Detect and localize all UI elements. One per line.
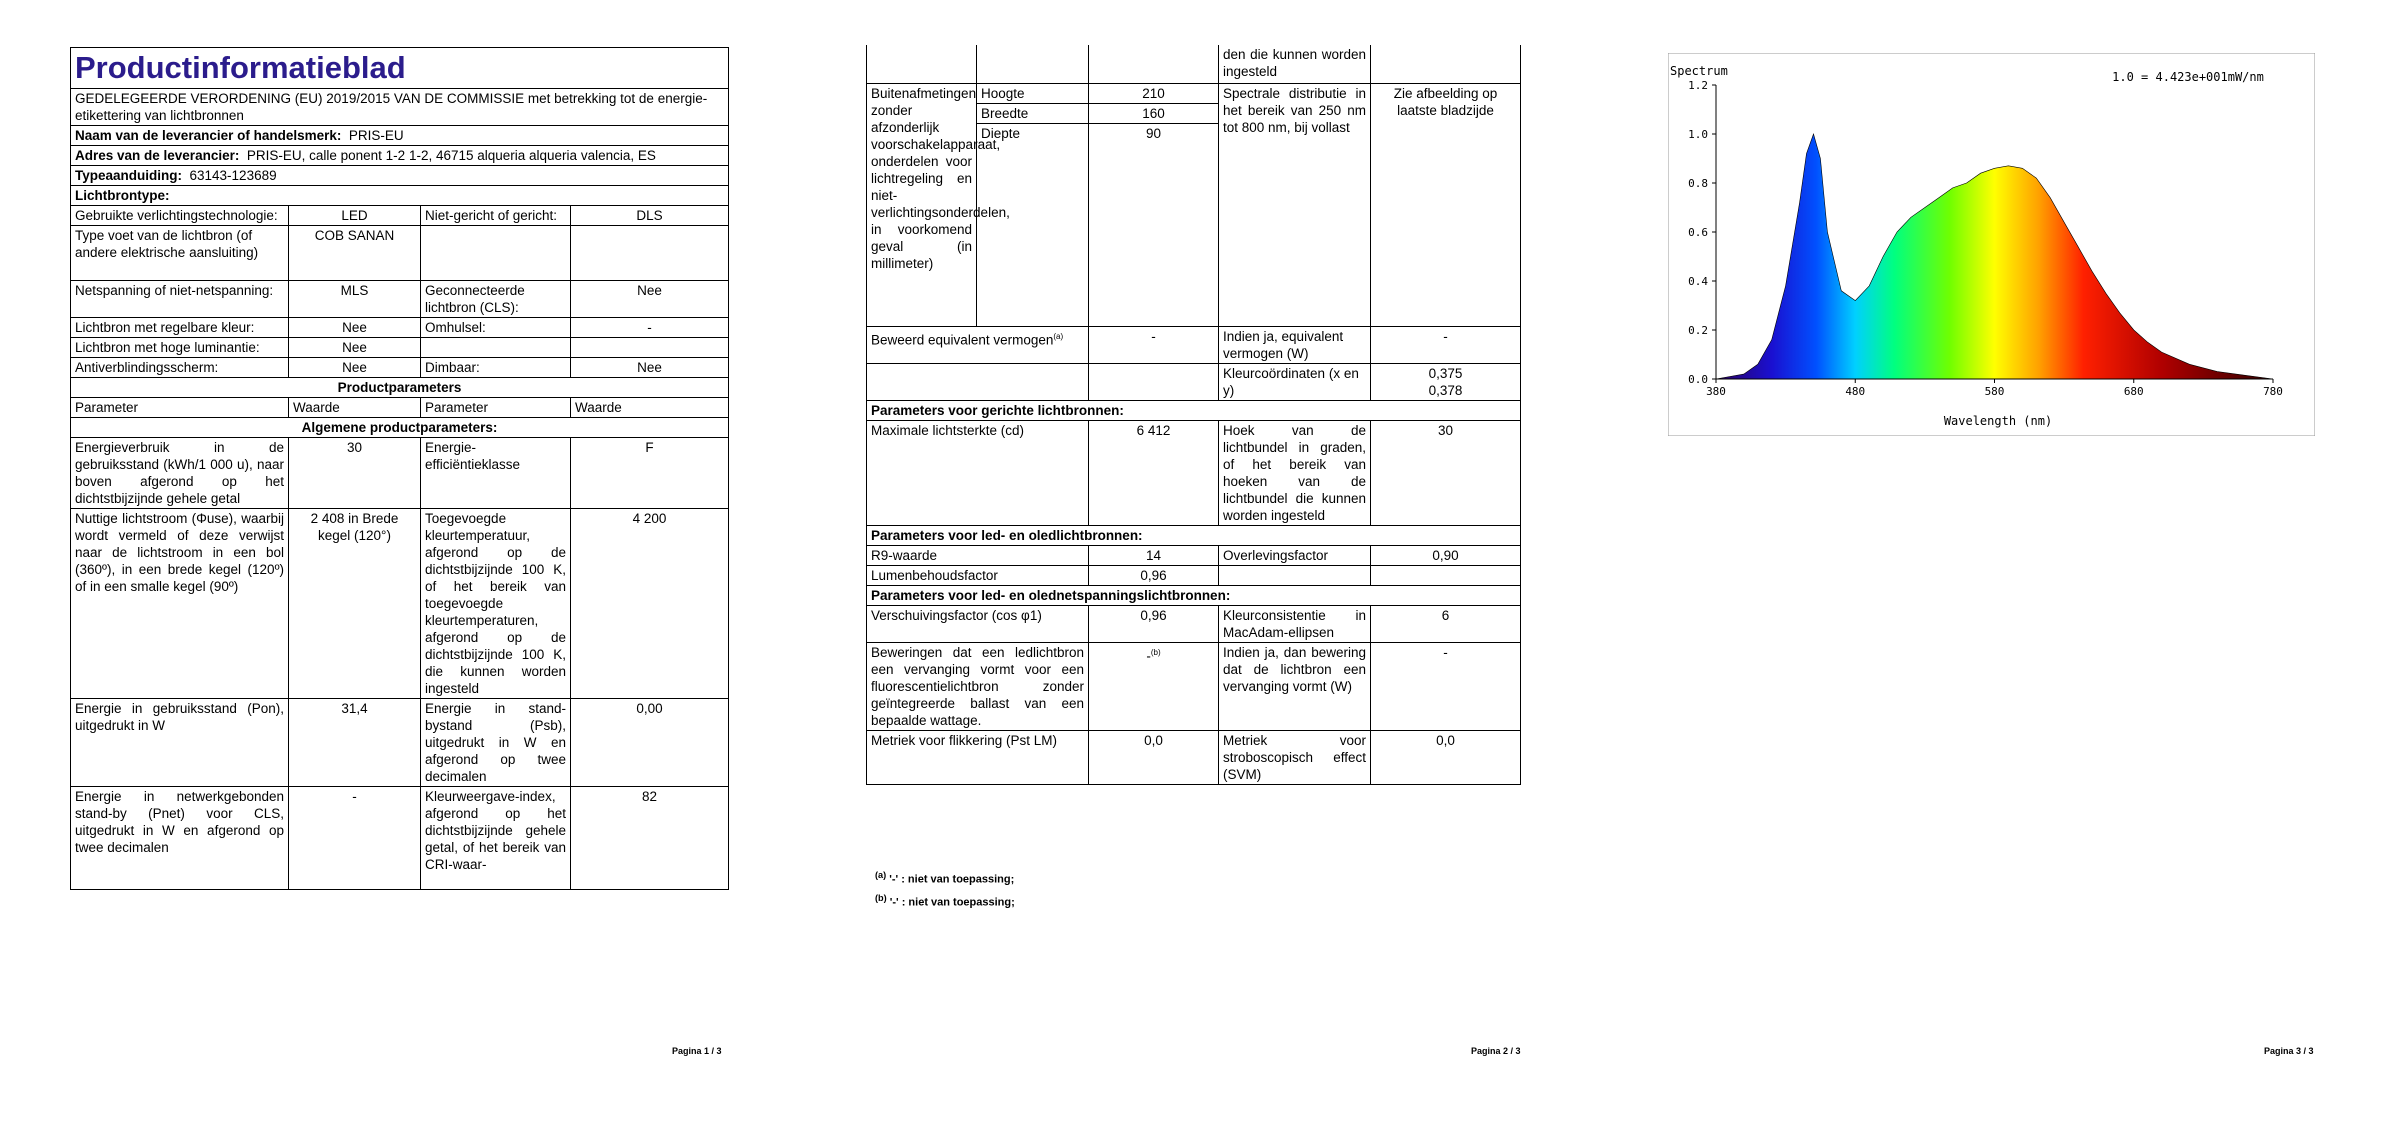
column-header-row: [71, 398, 729, 418]
claim-power-label: [867, 327, 1089, 364]
lighttype-label: Lichtbrontype:: [71, 186, 729, 206]
param-value: F: [571, 438, 729, 509]
replacement-value: -: [1371, 643, 1521, 731]
row-value: [571, 338, 729, 358]
blank-cell: [1371, 566, 1521, 586]
address-label: Adres van de leverancier:: [75, 148, 240, 163]
x-axis-label: Wavelength (nm): [1943, 414, 2053, 428]
equiv-label: Indien ja, equivalent vermogen (W): [1219, 327, 1371, 364]
footnote-mark: (a): [1053, 332, 1064, 341]
table-row: [867, 421, 1521, 526]
supplier-label: Naam van de leverancier of handelsmerk:: [75, 128, 342, 143]
shift-value: 0,96: [1089, 606, 1219, 643]
row-param: Gebruikte verlichtingstechnologie:: [71, 206, 289, 226]
table-row: [867, 643, 1521, 731]
beam-value: 30: [1371, 421, 1521, 526]
footnote-mark: (b): [1150, 648, 1161, 657]
stroboscopic-value: 0,0: [1371, 731, 1521, 785]
replacement-label: Indien ja, dan bewering dat de lichtbron een vervanging vormt (W): [1219, 643, 1371, 731]
row-value: Nee: [571, 281, 729, 318]
dim-height-label: Hoogte: [977, 84, 1089, 104]
table-row: [867, 45, 1521, 84]
row-param: Geconnecteerde lichtbron (CLS):: [421, 281, 571, 318]
row-param: Netspanning of niet-netspanning:: [71, 281, 289, 318]
mains-header: Parameters voor led- en olednetspanningslichtbronnen:: [867, 586, 1521, 606]
footnotes: [875, 866, 1015, 911]
row-param: Antiverblindingsscherm:: [71, 358, 289, 378]
blank-cell: [977, 45, 1089, 84]
chroma-x: 0,375: [1428, 366, 1463, 381]
chart-title: Spectrum: [1670, 64, 1728, 78]
product-params-header: Productparameters: [71, 378, 729, 398]
flicker-value: 0,0: [1089, 731, 1219, 785]
page-number: Pagina 1 / 3: [672, 1046, 722, 1056]
row-value: LED: [289, 206, 421, 226]
table-row: [71, 338, 729, 358]
y-tick-label: 1.2: [1688, 79, 1708, 92]
row-param: Lichtbron met regelbare kleur:: [71, 318, 289, 338]
page-1: [0, 0, 794, 1123]
footnote-b: [875, 889, 1015, 912]
y-tick-label: 0.2: [1688, 324, 1708, 337]
table-row: [867, 606, 1521, 643]
survival-value: 0,90: [1371, 546, 1521, 566]
column-header: Waarde: [289, 398, 421, 418]
equiv-value: -: [1371, 327, 1521, 364]
flicker-label: Metriek voor flikkering (Pst LM): [867, 731, 1089, 785]
row-value: MLS: [289, 281, 421, 318]
param-label: Energie in gebruiksstand (Pon), uitgedrukt in W: [71, 699, 289, 787]
blank-cell: [867, 364, 1089, 401]
chroma-y: 0,378: [1428, 383, 1463, 398]
spectral-label: Spectrale distributie in het bereik van 250 nm tot 800 nm, bij vollast: [1219, 84, 1371, 327]
row-param: Niet-gericht of gericht:: [421, 206, 571, 226]
param-value: 4 200: [571, 509, 729, 699]
table-row: [867, 731, 1521, 785]
address-value: PRIS-EU, calle ponent 1-2 1-2, 46715 alqueria alqueria valencia, ES: [246, 148, 656, 163]
lumen-label: Lumenbehoudsfactor: [867, 566, 1089, 586]
x-tick-label: 580: [1984, 385, 2005, 398]
param-value: 82: [571, 787, 729, 890]
table-row: [71, 281, 729, 318]
type-row: [71, 166, 729, 186]
y-tick-label: 0.8: [1688, 177, 1708, 190]
regulation-subtitle: GEDELEGEERDE VERORDENING (EU) 2019/2015 VAN DE COMMISSIE met betrekking tot de energie-etikettering van lichtbronnen: [71, 89, 729, 126]
macadam-value: 6: [1371, 606, 1521, 643]
x-tick-label: 680: [2123, 385, 2144, 398]
page-number: Pagina 3 / 3: [2264, 1046, 2314, 1056]
table-row: [71, 358, 729, 378]
dims-label: Buitenafmetingen zonder afzonderlijk voorschakelapparaat, onderdelen voor lichtregeling en niet-verlichtingsonderdelen, in voorkomend geval (in millimeter): [867, 84, 977, 327]
row-value: [571, 226, 729, 281]
y-tick-label: 0.6: [1688, 226, 1708, 239]
table-row: [71, 699, 729, 787]
param-label: Energie-efficiëntieklasse: [421, 438, 571, 509]
supplier-value: PRIS-EU: [348, 128, 404, 143]
table-row: [71, 206, 729, 226]
param-label: Kleurweergave-index, afgerond op het dichtstbijzijnde gehele getal, of het bereik van CRI-waar-: [421, 787, 571, 890]
product-info-table-continued: [866, 45, 1521, 785]
y-tick-label: 0.4: [1688, 275, 1708, 288]
footnote-a-mark: (a): [875, 870, 887, 880]
y-tick-label: 0.0: [1688, 373, 1708, 386]
dim-height-value: 210: [1089, 84, 1219, 104]
led-header: Parameters voor led- en oledlichtbronnen:: [867, 526, 1521, 546]
table-row: [71, 787, 729, 890]
param-label: Energieverbruik in de gebruiksstand (kWh/1 000 u), naar boven afgerond op het dichtstbijzijnde gehele getal: [71, 438, 289, 509]
param-label: Energie in stand-bystand (Psb), uitgedrukt in W en afgerond op twee decimalen: [421, 699, 571, 787]
spectral-value: Zie afbeelding op laatste bladzijde: [1371, 84, 1521, 327]
column-header: Parameter: [71, 398, 289, 418]
footnote-a-text: '-' : niet van toepassing;: [886, 873, 1015, 886]
x-tick-label: 380: [1706, 385, 1726, 398]
row-param: Dimbaar:: [421, 358, 571, 378]
chroma-label: Kleurcoördinaten (x en y): [1219, 364, 1371, 401]
r9-value: 14: [1089, 546, 1219, 566]
type-value: 63143-123689: [189, 168, 277, 183]
row-param: Type voet van de lichtbron (of andere elektrische aansluiting): [71, 226, 289, 281]
param-value: -: [289, 787, 421, 890]
dim-depth-label: Diepte: [977, 124, 1089, 327]
blank-cell: [1219, 566, 1371, 586]
param-label: Energie in netwerkgebonden stand-by (Pnet) voor CLS, uitgedrukt in W en afgerond op twee decimalen: [71, 787, 289, 890]
stroboscopic-label: Metriek voor stroboscopisch effect (SVM): [1219, 731, 1371, 785]
y-tick-label: 1.0: [1688, 128, 1708, 141]
x-tick-label: 480: [1845, 385, 1866, 398]
chroma-value: [1371, 364, 1521, 401]
param-label: Toegevoegde kleurtemperatuur, afgerond op de dichtstbijzijnde 100 K, of het bereik van toegevoegde kleurtemperaturen, afgerond op de dichtstbijzijnde 100 K, die kunnen worden ingesteld: [421, 509, 571, 699]
page-title: Productinformatieblad: [71, 48, 729, 89]
param-value: 31,4: [289, 699, 421, 787]
page-2: [794, 0, 1588, 1123]
row-value: Nee: [289, 338, 421, 358]
param-value: 0,00: [571, 699, 729, 787]
shift-label: Verschuivingsfactor (cos φ1): [867, 606, 1089, 643]
survival-label: Overlevingsfactor: [1219, 546, 1371, 566]
x-tick-label: 780: [2263, 385, 2283, 398]
row-value: Nee: [289, 358, 421, 378]
claims-value: [1089, 643, 1219, 731]
row-param: Lichtbron met hoge luminantie:: [71, 338, 289, 358]
claims-dash: -: [1146, 648, 1151, 664]
claim-power-text: Beweerd equivalent vermogen: [871, 332, 1054, 348]
table-row: [71, 226, 729, 281]
column-header: Parameter: [421, 398, 571, 418]
table-row: [867, 566, 1521, 586]
claim-power-value: -: [1089, 327, 1219, 364]
footnote-b-mark: (b): [875, 892, 887, 903]
footnote-b-text: '-' : niet van toepassing;: [886, 896, 1015, 909]
param-value: 2 408 in Brede kegel (120°): [289, 509, 421, 699]
param-value: 30: [289, 438, 421, 509]
blank-cell: [867, 45, 977, 84]
dim-width-label: Breedte: [977, 104, 1089, 124]
r9-label: R9-waarde: [867, 546, 1089, 566]
table-row: [71, 438, 729, 509]
supplier-row: [71, 126, 729, 146]
table-row: [867, 364, 1521, 401]
general-params-header: Algemene productparameters:: [71, 418, 729, 438]
column-header: Waarde: [571, 398, 729, 418]
row-value: COB SANAN: [289, 226, 421, 281]
type-label: Typeaanduiding:: [75, 168, 182, 183]
spectrum-chart: [1668, 53, 2315, 436]
max-intensity-value: 6 412: [1089, 421, 1219, 526]
param-label: Nuttige lichtstroom (Φuse), waarbij wordt vermeld of deze verwijst naar de lichtstroom in een bol (360º), in een brede kegel (120º) of in een smalle kegel (90º): [71, 509, 289, 699]
claims-label: Beweringen dat een ledlichtbron een vervanging vormt voor een fluorescentielichtbron zonder geïntegreerde ballast van een bepaalde wattage.: [867, 643, 1089, 731]
lumen-value: 0,96: [1089, 566, 1219, 586]
row-param: Omhulsel:: [421, 318, 571, 338]
row-value: DLS: [571, 206, 729, 226]
row-param: [421, 338, 571, 358]
table-row: [867, 546, 1521, 566]
table-row: [867, 327, 1521, 364]
blank-cell: [1089, 364, 1219, 401]
address-row: [71, 146, 729, 166]
table-row: [867, 84, 1521, 104]
row-param: [421, 226, 571, 281]
dim-depth-value: 90: [1089, 124, 1219, 327]
beam-label: Hoek van de lichtbundel in graden, of het bereik van hoeken van de lichtbundel die kunnen worden ingesteld: [1219, 421, 1371, 526]
product-info-table: [70, 47, 729, 890]
page-3: [1588, 0, 2382, 1123]
blank-cell: [1371, 45, 1521, 84]
blank-cell: [1089, 45, 1219, 84]
page-number: Pagina 2 / 3: [1471, 1046, 1521, 1056]
directional-header: Parameters voor gerichte lichtbronnen:: [867, 401, 1521, 421]
macadam-label: Kleurconsistentie in MacAdam-ellipsen: [1219, 606, 1371, 643]
dim-width-value: 160: [1089, 104, 1219, 124]
continued-text: den die kunnen worden ingesteld: [1219, 45, 1371, 84]
chart-annotation: 1.0 = 4.423e+001mW/nm: [2112, 70, 2264, 84]
footnote-a: [875, 866, 1015, 889]
row-value: Nee: [289, 318, 421, 338]
table-row: [71, 318, 729, 338]
max-intensity-label: Maximale lichtsterkte (cd): [867, 421, 1089, 526]
table-row: [71, 509, 729, 699]
row-value: Nee: [571, 358, 729, 378]
row-value: -: [571, 318, 729, 338]
